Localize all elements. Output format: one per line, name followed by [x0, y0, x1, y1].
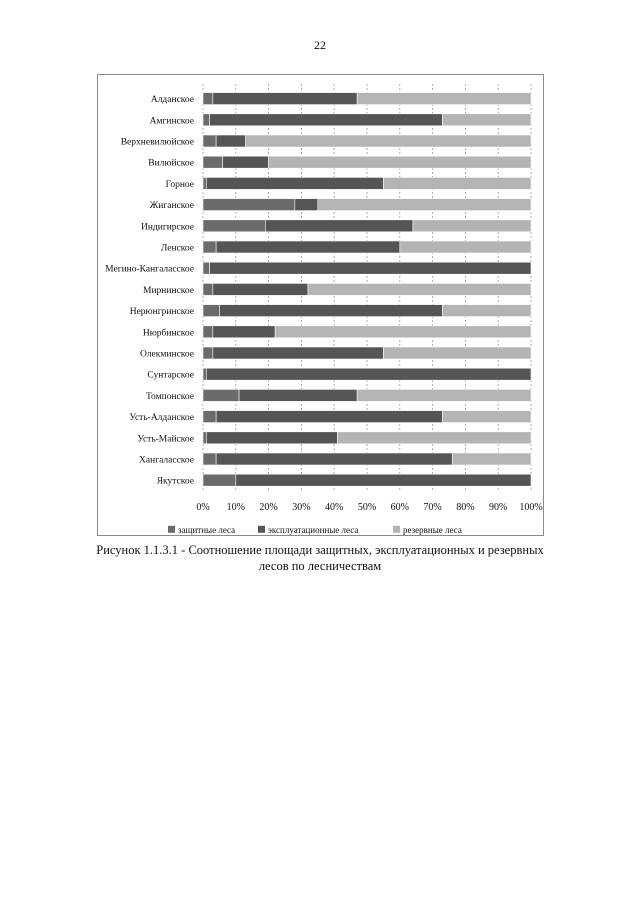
bar-segment — [213, 93, 357, 105]
bar-segment — [203, 135, 216, 147]
x-tick-label: 90% — [489, 501, 508, 513]
legend-label: защитные леса — [178, 524, 236, 535]
category-label: Усть-Майское — [137, 434, 194, 445]
category-label: Индигирское — [140, 222, 194, 233]
category-label: Горное — [165, 179, 194, 190]
category-label: Хангаласское — [139, 455, 194, 466]
bar-segment — [203, 114, 210, 126]
bar-segment — [400, 241, 531, 253]
bar-segment — [295, 199, 318, 211]
bar-segment — [383, 347, 531, 359]
category-label: Мирнинское — [143, 285, 194, 296]
category-label: Жиганское — [149, 201, 194, 212]
figure-caption — [60, 542, 580, 574]
bar-segment — [357, 389, 531, 401]
bar-segment — [203, 93, 213, 105]
bar-segment — [383, 177, 531, 189]
bar-segment — [203, 474, 236, 486]
bar-segment — [210, 262, 531, 274]
bar-segment — [203, 389, 239, 401]
x-tick-label: 80% — [456, 501, 475, 513]
bar-segment — [203, 305, 219, 317]
bar-segment — [203, 411, 216, 423]
bar-segment — [269, 156, 531, 168]
bar-segment — [203, 326, 213, 338]
caption-line-1: Рисунок 1.1.3.1 - Соотношение площади защитных, эксплуатационных и резервных — [96, 543, 544, 557]
category-label: Якутское — [156, 476, 194, 487]
x-tick-label: 70% — [423, 501, 442, 513]
bar-segment — [206, 177, 383, 189]
bar-segment — [203, 453, 216, 465]
bar-segment — [206, 432, 337, 444]
category-label: Вилюйское — [148, 158, 194, 169]
x-tick-label: 30% — [292, 501, 311, 513]
category-label: Сунтарское — [147, 370, 194, 381]
bar-segment — [318, 199, 531, 211]
category-label: Олекминское — [139, 349, 194, 360]
bar-segment — [203, 347, 213, 359]
bar-segment — [203, 432, 206, 444]
bar-segment — [337, 432, 531, 444]
stacked-bar-chart — [98, 75, 543, 535]
bar-segment — [203, 262, 210, 274]
legend-swatch — [168, 526, 175, 533]
category-label: Ленское — [160, 243, 194, 254]
bar-segment — [308, 283, 531, 295]
bar-segment — [357, 93, 531, 105]
bar-segment — [452, 453, 531, 465]
legend-label: резервные леса — [403, 524, 462, 535]
category-label: Алданское — [150, 95, 194, 106]
x-tick-label: 20% — [259, 501, 278, 513]
bar-segment — [219, 305, 442, 317]
bar-segment — [213, 347, 384, 359]
bar-segment — [275, 326, 531, 338]
x-tick-label: 50% — [357, 501, 377, 513]
legend-swatch — [393, 526, 400, 533]
bar-segment — [442, 305, 531, 317]
bar-segment — [246, 135, 531, 147]
category-label: Мегино-Кангаласское — [105, 264, 194, 275]
bar-segment — [203, 368, 206, 380]
bar-segment — [442, 114, 531, 126]
x-tick-label: 0% — [196, 501, 210, 513]
caption-line-2: лесов по лесничествам — [258, 559, 382, 573]
bar-segment — [203, 156, 223, 168]
legend-label: эксплуатационные леса — [268, 524, 359, 535]
bar-segment — [216, 453, 452, 465]
category-label: Нерюнгринское — [129, 307, 194, 318]
category-label: Верхневилюйское — [120, 137, 194, 148]
bar-segment — [236, 474, 531, 486]
bar-segment — [216, 411, 442, 423]
bar-segment — [213, 326, 275, 338]
bar-segment — [203, 241, 216, 253]
bar-segment — [265, 220, 413, 232]
bar-segment — [213, 283, 308, 295]
category-label: Амгинское — [149, 116, 194, 127]
legend-swatch — [258, 526, 265, 533]
bar-segment — [203, 220, 265, 232]
category-label: Усть-Алданское — [129, 413, 194, 424]
x-tick-label: 40% — [325, 501, 344, 513]
bar-segment — [442, 411, 531, 423]
x-tick-label: 10% — [226, 501, 245, 513]
bar-segment — [203, 283, 213, 295]
bar-segment — [216, 135, 246, 147]
x-tick-label: 100% — [519, 501, 543, 513]
category-label: Томпонское — [145, 391, 194, 402]
bar-segment — [239, 389, 357, 401]
bar-segment — [216, 241, 400, 253]
bar-segment — [210, 114, 443, 126]
bar-segment — [206, 368, 531, 380]
x-tick-label: 60% — [390, 501, 409, 513]
bar-segment — [223, 156, 269, 168]
category-label: Нюрбинское — [142, 328, 194, 339]
page-number: 22 — [314, 38, 326, 52]
bar-segment — [203, 177, 206, 189]
bar-segment — [413, 220, 531, 232]
chart-frame — [97, 74, 544, 536]
bar-segment — [203, 199, 295, 211]
